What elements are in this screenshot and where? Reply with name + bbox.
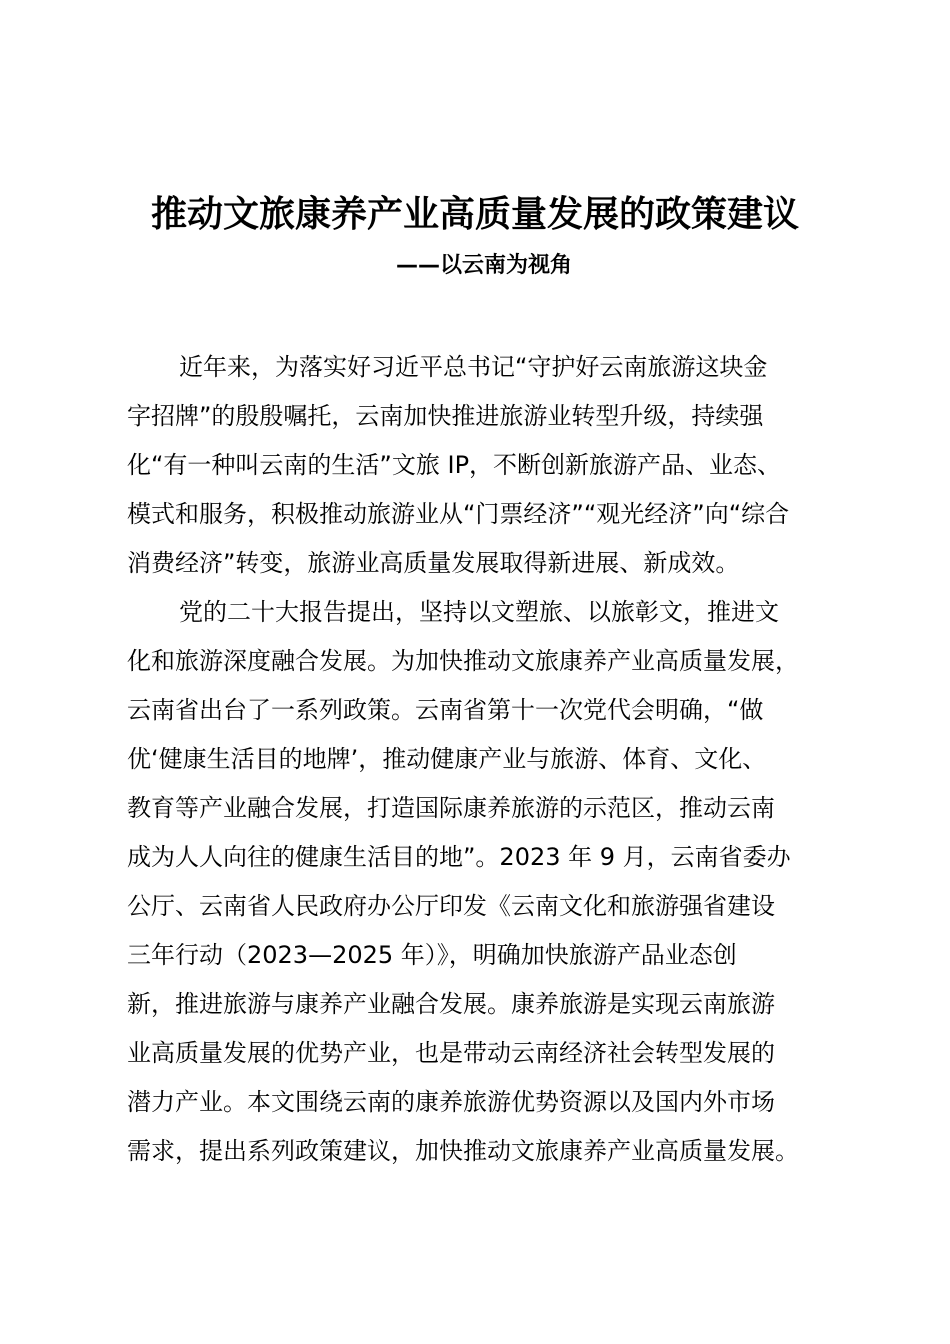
paragraph-line: 公厅、云南省人民政府办公厅印发《云南文化和旅游强省建设 [127,892,775,920]
paragraph-line: 近年来，为落实好习近平总书记“守护好云南旅游这块金 [179,353,768,381]
paragraph-line: 模式和服务，积极推动旅游业从“门票经济”“观光经济”向“综合 [127,500,790,528]
paragraph-line: 消费经济”转变，旅游业高质量发展取得新进展、新成效。 [127,549,740,577]
document-subtitle: ——以云南为视角 [396,253,573,278]
paragraph-line: 三年行动（2023—2025 年）》，明确加快旅游产品业态创 [127,941,737,969]
paragraph-line: 需求，提出系列政策建议，加快推动文旅康养产业高质量发展。 [127,1137,799,1165]
paragraph-line: 优‘健康生活目的地牌’，推动健康产业与旅游、体育、文化、 [127,745,767,773]
paragraph-line: 化和旅游深度融合发展。为加快推动文旅康养产业高质量发展， [127,647,799,675]
paragraph-line: 业高质量发展的优势产业，也是带动云南经济社会转型发展的 [127,1039,775,1067]
paragraph-line: 化“有一种叫云南的生活”文旅 IP，不断创新旅游产品、业态、 [127,451,782,479]
document-title: 推动文旅康养产业高质量发展的政策建议 [150,194,799,235]
paragraph-line: 字招牌”的殷殷嘱托，云南加快推进旅游业转型升级，持续强 [127,402,764,430]
paragraph-1 [127,343,847,588]
paragraph-line: 成为人人向往的健康生活目的地”。2023 年 9 月，云南省委办 [127,843,791,871]
paragraph-line: 潜力产业。本文围绕云南的康养旅游优势资源以及国内外市场 [127,1088,775,1116]
paragraph-2 [127,588,847,1176]
paragraph-line: 新，推进旅游与康养产业融合发展。康养旅游是实现云南旅游 [127,990,775,1018]
paragraph-line: 云南省出台了一系列政策。云南省第十一次党代会明确，“做 [127,696,764,724]
paragraph-line: 教育等产业融合发展，打造国际康养旅游的示范区，推动云南 [127,794,775,822]
paragraph-line: 党的二十大报告提出，坚持以文塑旅、以旅彰文，推进文 [179,598,779,626]
